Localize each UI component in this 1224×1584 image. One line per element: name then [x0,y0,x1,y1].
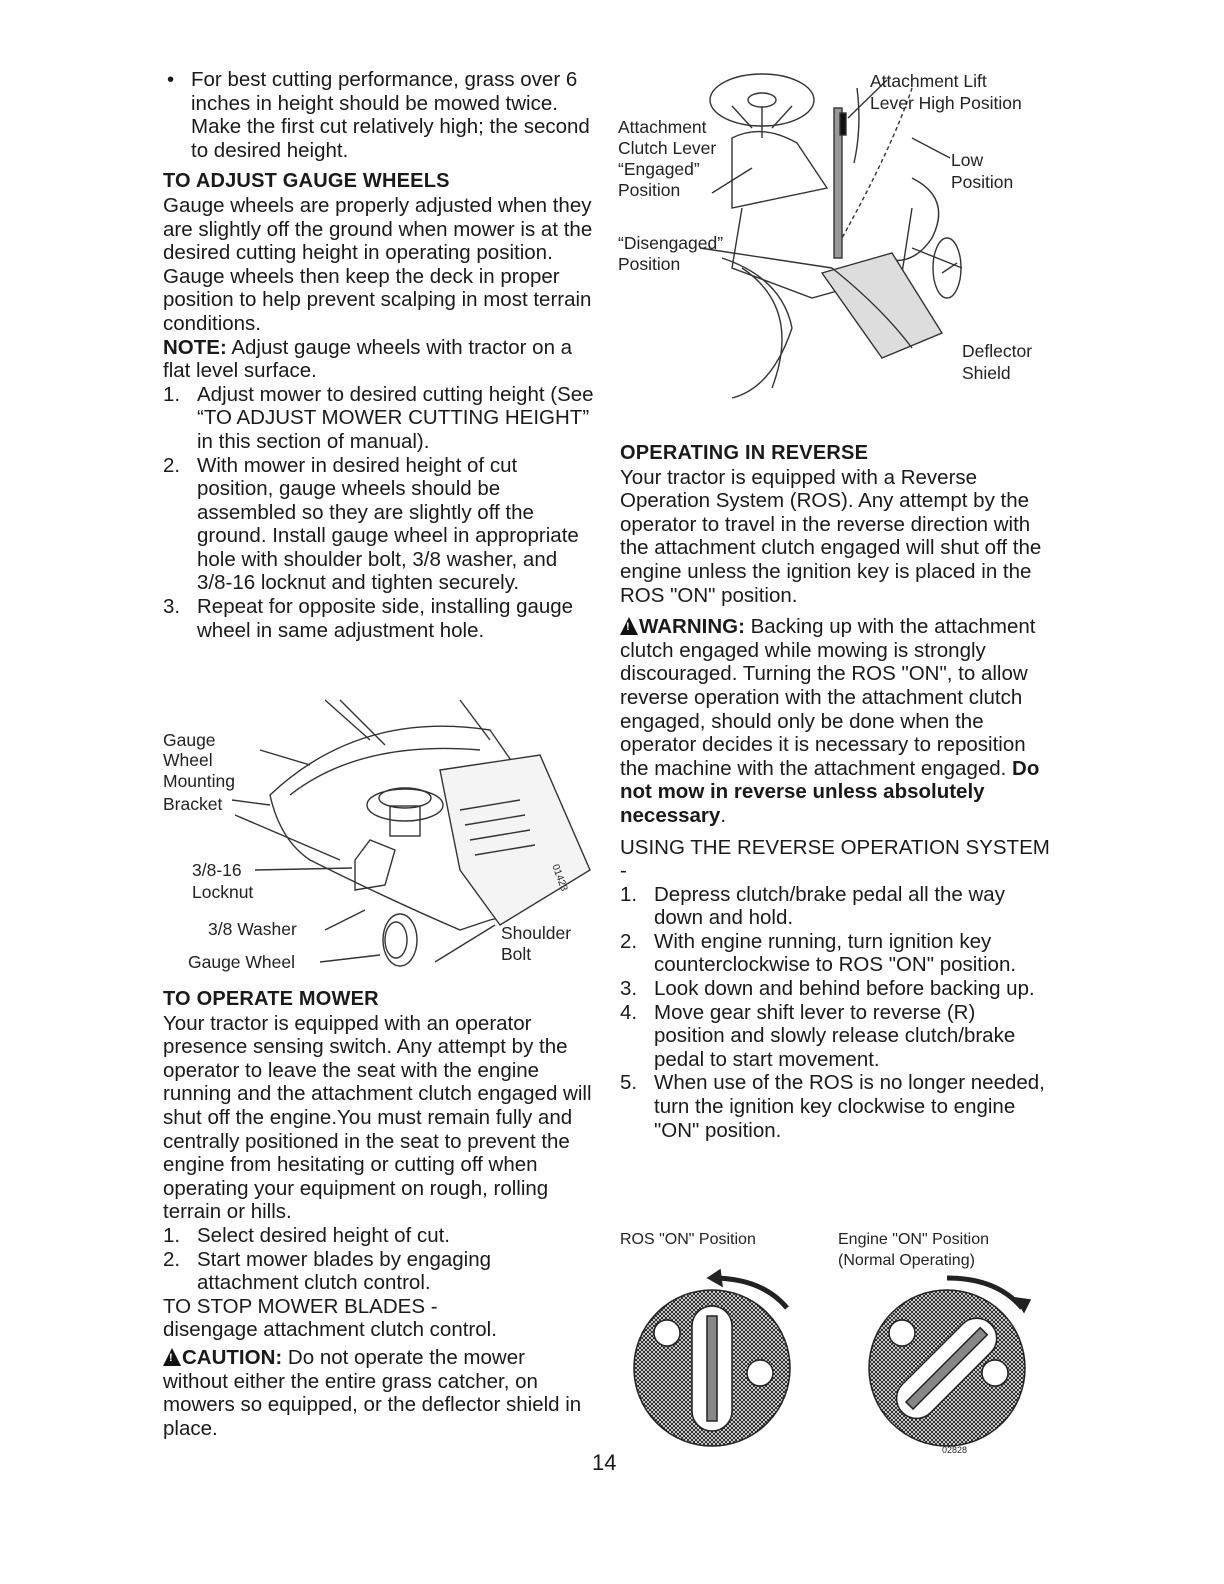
step-number: 1. [620,882,638,906]
step-number: 2. [620,929,638,953]
figure-code: 01423 [549,862,570,893]
operate-heading: TO OPERATE MOWER [163,988,379,1010]
list-item [163,454,595,596]
label-locknut-size: 3/8-16 [192,860,242,880]
label-shoulder: Shoulder [501,923,572,943]
step-number: 1. [163,1223,181,1247]
note-label: NOTE: [163,335,227,359]
list-item [620,930,1050,977]
step-text: Start mower blades by engaging attachment clutch control. [197,1247,492,1295]
label-clutch-2: Clutch Lever [618,138,717,158]
label-disengaged-2: Position [618,254,681,274]
page-number: 14 [592,1450,617,1475]
reverse-paragraph: Your tractor is equipped with a Reverse Operation System (ROS). Any attempt by the operator to travel in the reverse direction with the attachment clutch engaged will shut off the engine unless the ignition key is placed in the ROS "ON" position. [620,465,1042,607]
step-text: Repeat for opposite side, installing gauge wheel in same adjustment hole. [197,595,574,642]
label-low-2: Position [951,172,1014,192]
label-washer: 3/8 Washer [208,919,297,939]
warning-paragraph [620,615,1050,827]
step-number: 4. [620,1000,638,1024]
list-item [620,883,1050,930]
tractor-figure [612,68,1052,398]
list-item [163,595,595,642]
label-bolt: Bolt [501,944,532,964]
left-column-lower [163,988,595,1440]
label-low-1: Low [951,150,984,170]
stop-heading: TO STOP MOWER BLADES - [163,1294,438,1318]
label-bracket: Bracket [163,794,223,814]
step-text: With engine running, turn ignition key counterclockwise to ROS "ON" position. [654,929,1017,977]
note-text: Adjust gauge wheels with tractor on a flat level surface. [163,335,573,383]
label-attach-lift-2: Lever High Position [870,93,1022,113]
step-number: 1. [163,382,181,406]
label-engine-on: Engine "ON" Position [838,1231,989,1248]
using-steps [620,883,1050,1143]
stop-text: disengage attachment clutch control. [163,1318,497,1342]
note-paragraph [163,336,595,383]
step-text: Move gear shift lever to reverse (R) position and slowly release clutch/brake pedal to start movement. [654,1000,1016,1071]
gauge-steps [163,383,595,643]
label-gauge: Gauge [163,730,216,750]
list-item [163,383,595,454]
warning-label: WARNING: [639,615,745,639]
left-column [163,68,595,642]
label-attach-lift-1: Attachment Lift [870,71,987,91]
step-number: 2. [163,453,181,477]
warning-bold: Do not mow in reverse unless absolutely necessary [620,756,1040,827]
right-column [620,442,1050,1142]
label-clutch-4: Position [618,180,681,200]
label-disengaged-1: “Disengaged” [618,233,724,253]
list-item [163,1248,595,1295]
label-normal-operating: (Normal Operating) [838,1252,975,1269]
step-text: With mower in desired height of cut position, gauge wheels should be assembled so they are slightly off the ground. Install gauge wheel in appropriate hole with shoulder bolt, 3/8 washer, and 3/8-16 locknut and tighten securely. [197,453,579,595]
step-text: Look down and behind before backing up. [654,977,1035,1001]
label-mounting: Mounting [163,771,235,791]
bullet-text: For best cutting performance, grass over 6 inches in height should be mowed twice. Make the first cut relatively high; the second to desired height. [191,68,590,162]
label-clutch-3: “Engaged” [618,159,700,179]
gauge-paragraph: Gauge wheels are properly adjusted when they are slightly off the ground when mower is at the desired cutting height in operating position. Gauge wheels then keep the deck in proper position to help prevent scalping in most terrain conditions. [163,193,593,335]
list-item [163,1224,595,1248]
using-heading: USING THE REVERSE OPERATION SYSTEM - [620,835,1050,883]
step-text: Select desired height of cut. [197,1223,450,1247]
label-wheel: Wheel [163,750,213,770]
ignition-switch-illustration [612,1228,1052,1448]
list-item [620,1071,1050,1142]
operate-paragraph: Your tractor is equipped with an operator presence sensing switch. Any attempt by the operator to leave the seat with the engine running and the attachment clutch engaged will shut off the engine.You must remain fully and centrally positioned in the seat to prevent the engine from hesitating or cutting off when operating your equipment on rough, rolling terrain or hills. [163,1011,592,1224]
gauge-heading: TO ADJUST GAUGE WHEELS [163,170,450,193]
label-deflector-2: Shield [962,363,1011,383]
label-locknut: Locknut [192,882,254,902]
label-ros-on: ROS "ON" Position [620,1231,756,1248]
list-item [620,977,1050,1001]
step-number: 3. [163,595,181,619]
step-number: 3. [620,977,638,1001]
caution-icon [163,1348,181,1366]
reverse-heading: OPERATING IN REVERSE [620,442,869,464]
gauge-wheel-figure [160,700,600,985]
caution-label: CAUTION: [182,1345,283,1369]
step-text: When use of the ROS is no longer needed, turn the ignition key clockwise to engine "ON" position. [654,1071,1045,1142]
list-item [620,1001,1050,1072]
ignition-key-figure [612,1228,1052,1455]
warning-text: Backing up with the attachment clutch engaged while mowing is strongly discouraged. Turning the ROS "ON", to allow reverse operation with the attachment clutch engaged, should only be done when the operator decides it is necessary to reposition the machine with the attachment engaged. [620,615,1036,780]
step-number: 2. [163,1247,181,1271]
label-clutch-1: Attachment [618,117,707,137]
ros-switch [634,1270,790,1446]
label-gauge-wheel: Gauge Wheel [188,952,296,972]
bullet-marker: • [167,68,175,91]
bullet-item [163,68,595,162]
step-number: 5. [620,1071,638,1095]
step-text: Adjust mower to desired cutting height (See “TO ADJUST MOWER CUTTING HEIGHT” in this section of manual). [197,382,594,453]
warning-end: . [720,803,727,827]
figure-code: 02828 [942,1445,968,1455]
engine-switch [869,1278,1030,1446]
warning-icon [620,617,638,635]
label-deflector-1: Deflector [962,341,1033,361]
step-text: Depress clutch/brake pedal all the way down and hold. [654,882,1005,930]
caution-text: Do not operate the mower without either the entire grass catcher, on mowers so equipped, or the deflector shield in place. [163,1345,582,1440]
caution-paragraph [163,1346,595,1440]
